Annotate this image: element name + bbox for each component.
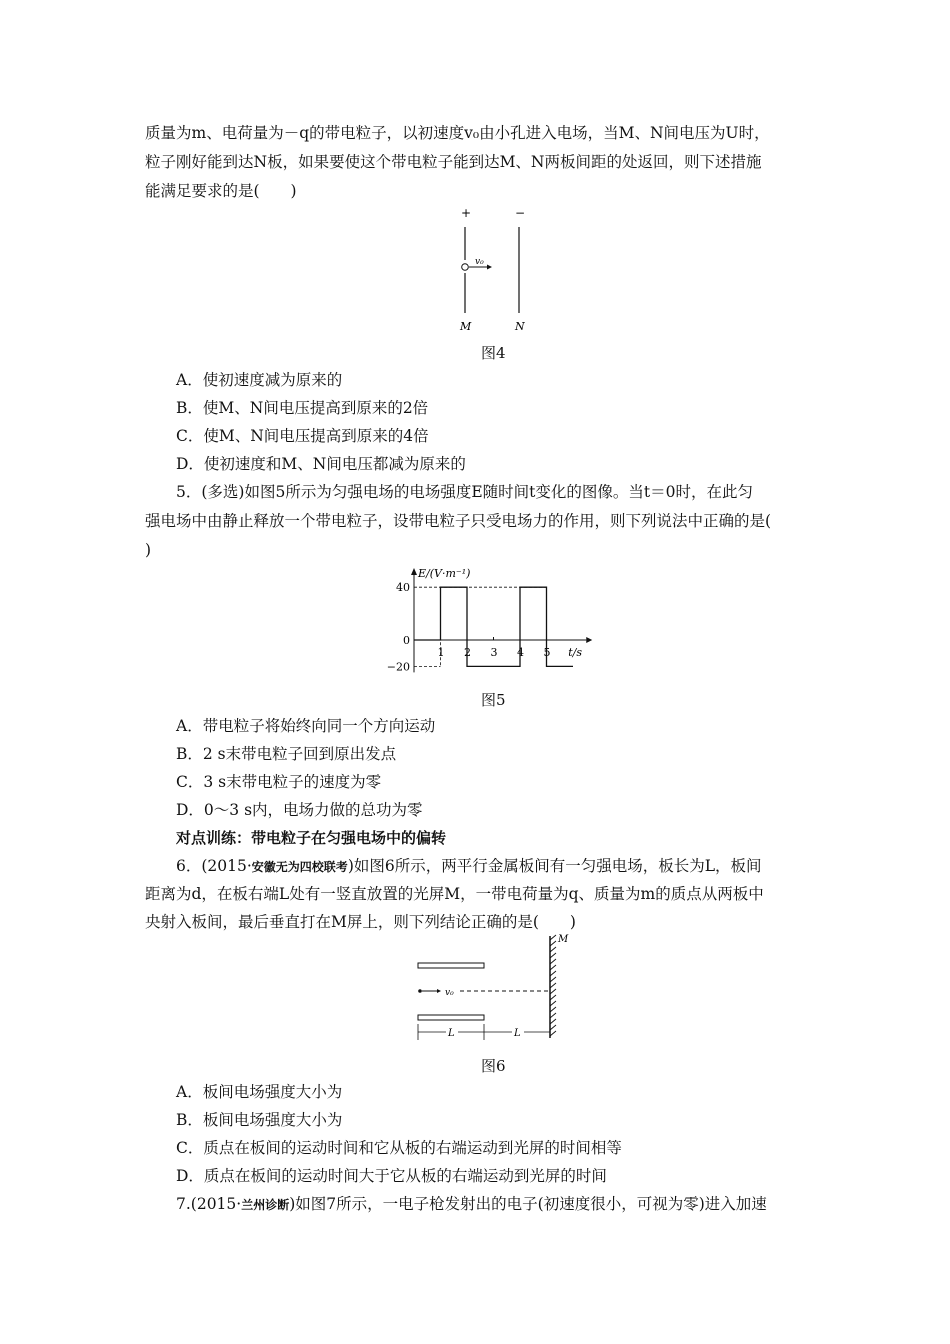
small-hole [462,264,469,271]
y-axis-label: E/(V·m⁻¹) [418,567,471,580]
x-tick-label: 4 [517,646,524,659]
q7-source: 兰州诊断 [241,1198,290,1212]
q4-line-2: 粒子刚好能到达N板，如果要使这个带电粒子能到达M、N两板间距的处返回，则下述措施 [145,153,762,171]
q5-option-b: B．2 s末带电粒子回到原出发点 [176,745,397,763]
q7-line-1-end: )如图7所示，一电子枪发射出的电子(初速度很小，可视为零)进入加速 [289,1195,767,1213]
x-tick-label: 5 [543,646,551,659]
q4-line-3: 能满足要求的是( ) [145,182,297,200]
q6-line-1-start: 6．(2015· [176,857,252,875]
x-tick-label: 3 [490,646,498,659]
q7-line-1-start: 7.(2015· [176,1195,242,1213]
q6-line-1-end: )如图6所示，两平行金属板间有一匀强电场，板长为L，板间 [347,857,762,875]
x-tick-label: 1 [437,646,445,659]
x-axis-label: t/s [568,646,583,659]
lower-plate [418,1015,484,1020]
q5-line-3: ) [145,541,152,559]
screen-hatching [550,935,556,1036]
figure-5-chart [386,565,600,680]
label-l-2: L [514,1028,521,1039]
arrow-head-icon [437,989,441,993]
section-heading: 对点训练：带电粒子在匀强电场中的偏转 [176,829,447,847]
q5-line-1: 5．(多选)如图5所示为匀强电场的电场强度E随时间t变化的图像。当t＝0时，在此匀 [176,483,753,501]
y-tick-label: 0 [403,634,410,647]
y-tick-label: 40 [396,581,410,595]
figure-6-diagram [410,930,580,1045]
x-tick-label: 2 [464,646,471,659]
y-axis-arrow-icon [411,568,417,575]
label-m: M [460,320,472,333]
q6-option-b: B．板间电场强度大小为 [176,1111,343,1129]
q6-option-a: A．板间电场强度大小为 [176,1083,343,1101]
q6-source: 安徽无为四校联考 [251,860,348,874]
plus-sign: + [461,206,472,220]
label-n: N [515,320,525,333]
q4-option-b: B．使M、N间电压提高到原来的2倍 [176,399,429,417]
v0-label-6: v₀ [445,988,454,998]
q6-option-d: D．质点在板间的运动时间大于它从板的右端运动到光屏的时间 [176,1167,607,1185]
label-m-6: M [558,934,569,945]
q4-option-c: C．使M、N间电压提高到原来的4倍 [176,427,429,445]
q4-line-1: 质量为m、电荷量为－q的带电粒子，以初速度v₀由小孔进入电场，当M、N间电压为U时， [145,124,770,142]
q6-line-2: 距离为d，在板右端L处有一竖直放置的光屏M，一带电荷量为q、质量为m的质点从两板中 [145,885,764,903]
q4-option-a: A．使初速度减为原来的 [176,371,343,389]
figure-5-caption: 图5 [481,691,506,709]
particle-dot [418,989,422,993]
upper-plate [418,963,484,968]
figure-6-caption: 图6 [481,1057,506,1075]
x-axis-arrow-icon [586,637,592,643]
q5-line-2: 强电场中由静止释放一个带电粒子，设带电粒子只受电场力的作用，则下列说法中正确的是( [145,512,772,530]
label-l-1: L [448,1028,455,1039]
q7-line-1 [176,1194,767,1215]
q6-line-3: 央射入板间，最后垂直打在M屏上，则下列结论正确的是( ) [145,913,576,931]
q6-option-c: C．质点在板间的运动时间和它从板的右端运动到光屏的时间相等 [176,1139,622,1157]
minus-sign: − [515,206,526,220]
q6-line-1 [176,856,762,877]
figure-4-diagram [445,205,545,335]
figure-4-caption: 图4 [481,344,506,362]
q5-option-a: A．带电粒子将始终向同一个方向运动 [176,717,436,735]
q4-option-d: D．使初速度和M、N间电压都减为原来的 [176,455,466,473]
arrow-head-icon [487,265,492,270]
q5-option-d: D．0～3 s内，电场力做的总功为零 [176,801,423,819]
v0-label: v₀ [475,257,484,267]
y-tick-label: −20 [386,660,410,674]
q5-option-c: C．3 s末带电粒子的速度为零 [176,773,382,791]
